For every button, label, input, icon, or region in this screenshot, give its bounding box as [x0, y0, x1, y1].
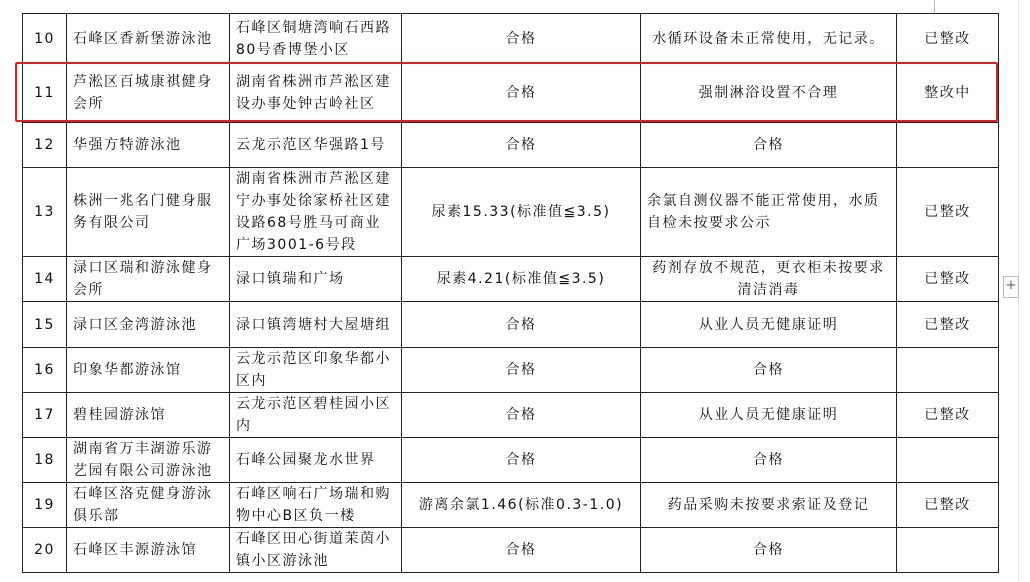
venue-name: 湖南省万丰湖游乐游艺园有限公司游泳池: [67, 438, 230, 483]
venue-address: 石峰区铜塘湾响石西路80号香博堡小区: [230, 14, 402, 64]
row-number: 14: [23, 257, 67, 302]
water-quality: 合格: [402, 348, 641, 393]
table-row: [23, 348, 999, 393]
page-edge-line: [934, 0, 935, 13]
row-number: 18: [23, 438, 67, 483]
venue-name: 印象华都游泳馆: [67, 348, 230, 393]
row-number: 11: [23, 64, 67, 123]
issue-description: 合格: [641, 348, 897, 393]
issue-description: 药剂存放不规范，更衣柜未按要求清洁消毒: [641, 257, 897, 302]
issue-description: 从业人员无健康证明: [641, 393, 897, 438]
venue-name: 芦淞区百城康祺健身会所: [67, 64, 230, 123]
rectify-status: [897, 348, 999, 393]
venue-name: 渌口区金湾游泳池: [67, 302, 230, 348]
row-number: 10: [23, 14, 67, 64]
issue-description: 合格: [641, 123, 897, 168]
table-row: [23, 123, 999, 168]
issue-description: 水循环设备未正常使用，无记录。: [641, 14, 897, 64]
venue-address: 云龙示范区印象华都小区内: [230, 348, 402, 393]
rectify-status: 已整改: [897, 168, 999, 257]
add-row-button[interactable]: +: [1003, 276, 1019, 298]
rectify-status: 已整改: [897, 483, 999, 528]
table-row: [23, 393, 999, 438]
rectify-status: 已整改: [897, 14, 999, 64]
issue-description: 从业人员无健康证明: [641, 302, 897, 348]
row-number: 19: [23, 483, 67, 528]
venue-name: 石峰区丰源游泳馆: [67, 528, 230, 573]
water-quality: 尿素4.21(标准值≦3.5): [402, 257, 641, 302]
water-quality: 尿素15.33(标准值≦3.5): [402, 168, 641, 257]
table-row: [23, 483, 999, 528]
table-row: [23, 168, 999, 257]
water-quality: 合格: [402, 64, 641, 123]
venue-address: 湖南省株洲市芦淞区建宁办事处徐家桥社区建设路68号胜马可商业广场3001-6号段: [230, 168, 402, 257]
rectify-status: 已整改: [897, 393, 999, 438]
issue-description: 药品采购未按要求索证及登记: [641, 483, 897, 528]
rectify-status: [897, 438, 999, 483]
water-quality: 游离余氯1.46(标准0.3-1.0): [402, 483, 641, 528]
venue-name: 碧桂园游泳馆: [67, 393, 230, 438]
row-number: 12: [23, 123, 67, 168]
table-row: [23, 528, 999, 573]
venue-name: 华强方特游泳池: [67, 123, 230, 168]
water-quality: 合格: [402, 14, 641, 64]
rectify-status: 已整改: [897, 257, 999, 302]
venue-name: 渌口区瑞和游泳健身会所: [67, 257, 230, 302]
water-quality: 合格: [402, 393, 641, 438]
water-quality: 合格: [402, 123, 641, 168]
water-quality: 合格: [402, 302, 641, 348]
row-number: 15: [23, 302, 67, 348]
venue-address: 渌口镇湾塘村大屋塘组: [230, 302, 402, 348]
table-row: [23, 438, 999, 483]
inspection-table: [22, 13, 999, 573]
table-row: [23, 14, 999, 64]
venue-address: 石峰公园聚龙水世界: [230, 438, 402, 483]
issue-description: 合格: [641, 438, 897, 483]
venue-address: 石峰区田心街道茉茵小镇小区游泳池: [230, 528, 402, 573]
table-row: [23, 257, 999, 302]
row-number: 17: [23, 393, 67, 438]
water-quality: 合格: [402, 528, 641, 573]
rectify-status: [897, 528, 999, 573]
venue-name: 石峰区香新堡游泳池: [67, 14, 230, 64]
row-number: 16: [23, 348, 67, 393]
issue-description: 合格: [641, 528, 897, 573]
table-row: [23, 64, 999, 123]
issue-description: 余氯自测仪器不能正常使用，水质自检未按要求公示: [641, 168, 897, 257]
rectify-status: [897, 123, 999, 168]
rectify-status: 已整改: [897, 302, 999, 348]
venue-address: 云龙示范区碧桂园小区内: [230, 393, 402, 438]
venue-name: 石峰区洛克健身游泳俱乐部: [67, 483, 230, 528]
row-number: 13: [23, 168, 67, 257]
water-quality: 合格: [402, 438, 641, 483]
venue-address: 石峰区响石广场瑞和购物中心B区负一楼: [230, 483, 402, 528]
row-number: 20: [23, 528, 67, 573]
venue-address: 云龙示范区华强路1号: [230, 123, 402, 168]
venue-name: 株洲一兆名门健身服务有限公司: [67, 168, 230, 257]
rectify-status: 整改中: [897, 64, 999, 123]
venue-address: 湖南省株洲市芦淞区建设办事处钟古岭社区: [230, 64, 402, 123]
issue-description: 强制淋浴设置不合理: [641, 64, 897, 123]
venue-address: 渌口镇瑞和广场: [230, 257, 402, 302]
table-row: [23, 302, 999, 348]
